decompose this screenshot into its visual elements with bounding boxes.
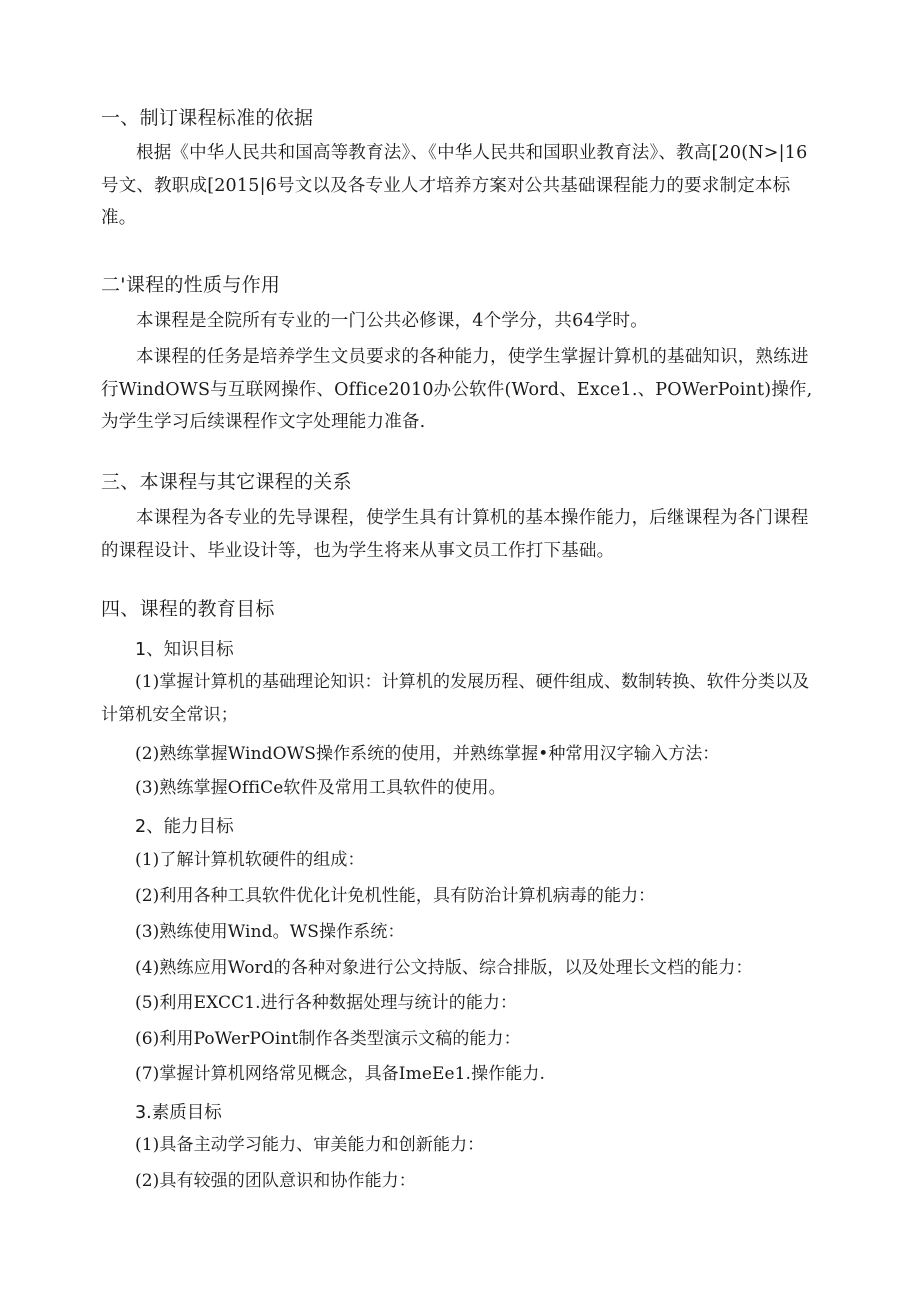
section-2-paragraph-2: 本课程的任务是培养学生文员要求的各种能力，使学生掌握计算机的基础知识，熟练进行WindOWS与互联网操作、Office2010办公软件(Word、Exce1.、POWerPoint)操作,为学生学习后续课程作文字处理能力准备. xyxy=(101,347,813,432)
section-2-paragraph-1: 本课程是全院所有专业的一门公共必修课，4个学分，共64学时。 xyxy=(136,311,648,331)
knowledge-goal-item-1: (1)掌握计算机的基础理论知识：计算机的发展历程、硬件组成、数制转换、软件分类以及计第机安全常识； xyxy=(101,672,810,725)
ability-goal-item-3: (3)熟练使用Wind。WS操作系统： xyxy=(135,922,405,942)
ability-goal-item-2: (2)利用各种工具软件优化计免机性能，具有防治计算机病毒的能力： xyxy=(135,886,656,906)
ability-goal-item-7: (7)掌握计算机网络常见概念，具备ImeEe1.操作能力. xyxy=(135,1064,545,1084)
section-heading-2: 二'课程的性质与作用 xyxy=(101,274,281,296)
ability-goal-item-4: (4)熟练应用Word的各种对象进行公文持版、综合排版，以及处理长文档的能力： xyxy=(135,958,753,978)
ability-goal-title: 2、能力目标 xyxy=(135,817,234,837)
quality-goal-title: 3.素质目标 xyxy=(135,1103,222,1123)
section-1-paragraph: 根据《中华人民共和国高等教育法》、《中华人民共和国职业教育法》、教高[20(N>|16号文、教职成[2015|6号文以及各专业人才培养方案对公共基础课程能力的要求制定本标准。 xyxy=(101,143,808,228)
section-3-paragraph: 本课程为各专业的先导课程，使学生具有计算机的基本操作能力，后继课程为各门课程的课程设计、毕业设计等，也为学生将来从事文员工作打下基础。 xyxy=(101,508,809,561)
quality-goal-item-1: (1)具备主动学习能力、审美能力和创新能力： xyxy=(135,1135,485,1155)
section-heading-4: 四、课程的教育目标 xyxy=(101,598,275,620)
quality-goal-item-2: (2)具有较强的团队意识和协作能力： xyxy=(135,1171,416,1191)
ability-goal-item-6: (6)利用PoWerPOint制作各类型演示文稿的能力： xyxy=(135,1029,521,1049)
section-heading-3: 三、本课程与其它课程的关系 xyxy=(101,471,352,493)
ability-goal-item-1: (1)了解计算机软硬件的组成： xyxy=(135,850,365,870)
section-heading-1: 一、制订课程标准的依据 xyxy=(101,107,314,129)
knowledge-goal-item-2: (2)熟练掌握WindOWS操作系统的使用，并熟练掌握•种常用汉字输入方法： xyxy=(135,744,720,764)
ability-goal-item-5: (5)利用EXCC1.进行各种数据处理与统计的能力： xyxy=(135,993,518,1013)
knowledge-goal-item-3: (3)熟练掌握OffiCe软件及常用工具软件的使用。 xyxy=(135,778,506,798)
knowledge-goal-title: 1、知识目标 xyxy=(135,640,234,660)
